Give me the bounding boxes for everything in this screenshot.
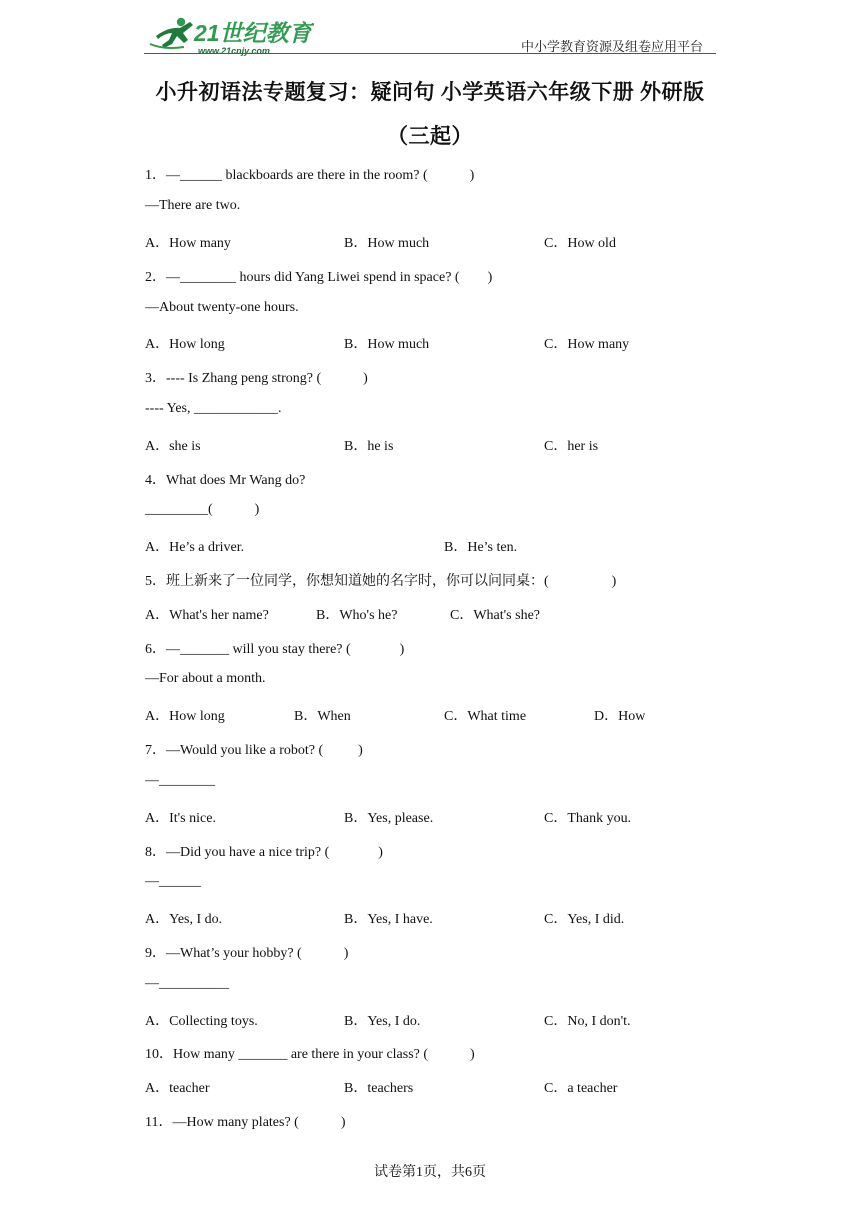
question-4-answer-line: _________( ) <box>145 502 260 517</box>
question-6-option-b[interactable]: B．When <box>294 709 351 724</box>
question-7-option-b[interactable]: B．Yes, please. <box>344 811 434 826</box>
question-1-answer-line: —There are two. <box>145 198 241 213</box>
question-6-stem: 6．—_______ will you stay there? ( ) <box>145 642 405 657</box>
platform-name: 中小学教育资源及组卷应用平台 <box>520 39 703 54</box>
question-10-option-c[interactable]: C．a teacher <box>544 1081 618 1096</box>
runner-head <box>177 18 185 26</box>
question-7-option-a[interactable]: A．It's nice. <box>145 811 216 826</box>
question-2-option-a[interactable]: A．How long <box>145 337 225 352</box>
question-3-answer-line: ---- Yes, ____________. <box>145 401 282 416</box>
question-4-option-b[interactable]: B．He’s ten. <box>444 540 518 555</box>
question-7-option-c[interactable]: C．Thank you. <box>544 811 632 826</box>
logo-url: www.21cnjy.com <box>198 46 270 56</box>
page-header <box>144 10 716 56</box>
question-8-stem: 8．—Did you have a nice trip? ( ) <box>145 845 383 860</box>
question-8-option-b[interactable]: B．Yes, I have. <box>344 912 433 927</box>
question-4-option-a[interactable]: A．He’s a driver. <box>145 540 245 555</box>
question-2-option-c[interactable]: C．How many <box>544 337 630 352</box>
question-4-stem: 4．What does Mr Wang do? <box>145 473 306 488</box>
question-10-stem: 10．How many _______ are there in your class? ( ) <box>145 1047 475 1062</box>
question-2-option-b[interactable]: B．How much <box>344 337 430 352</box>
page-number: 试卷第1页，共6页 <box>374 1165 486 1180</box>
question-8-answer-line: —______ <box>145 874 201 889</box>
logo <box>144 14 314 56</box>
question-8-option-c[interactable]: C．Yes, I did. <box>544 912 625 927</box>
question-1-option-b[interactable]: B．How much <box>344 236 430 251</box>
question-3-option-c[interactable]: C．her is <box>544 439 599 454</box>
question-6-option-a[interactable]: A．How long <box>145 709 225 724</box>
question-1-option-c[interactable]: C．How old <box>544 236 616 251</box>
question-9-option-b[interactable]: B．Yes, I do. <box>344 1014 421 1029</box>
logo-text: 21世纪教育 <box>194 20 312 46</box>
question-1-option-a[interactable]: A．How many <box>145 236 231 251</box>
question-6-option-c[interactable]: C．What time <box>444 709 527 724</box>
document-title: 小升初语法专题复习：疑问句 小学英语六年级下册 外研版 <box>155 80 705 104</box>
question-9-answer-line: —__________ <box>145 976 229 991</box>
question-6-answer-line: —For about a month. <box>145 671 266 686</box>
question-6-option-d[interactable]: D．How <box>594 709 646 724</box>
question-8-option-a[interactable]: A．Yes, I do. <box>145 912 223 927</box>
question-5-option-a[interactable]: A．What's her name? <box>145 608 269 623</box>
question-5-stem: 5．班上新来了一位同学，你想知道她的名字时，你可以问同桌：( ) <box>145 574 617 589</box>
question-7-stem: 7．—Would you like a robot? ( ) <box>145 743 363 758</box>
question-5-option-c[interactable]: C．What's she? <box>450 608 541 623</box>
question-9-stem: 9．—What’s your hobby? ( ) <box>145 946 349 961</box>
question-2-answer-line: —About twenty-one hours. <box>145 300 299 315</box>
question-7-answer-line: —________ <box>145 773 215 788</box>
question-10-option-a[interactable]: A．teacher <box>145 1081 210 1096</box>
question-5-option-b[interactable]: B．Who's he? <box>316 608 398 623</box>
question-3-stem: 3．---- Is Zhang peng strong? ( ) <box>145 371 368 386</box>
question-10-option-b[interactable]: B．teachers <box>344 1081 414 1096</box>
question-3-option-b[interactable]: B．he is <box>344 439 394 454</box>
question-2-stem: 2．—________ hours did Yang Liwei spend in space? ( ) <box>145 270 493 285</box>
question-1-stem: 1．—______ blackboards are there in the room? ( ) <box>145 168 475 183</box>
question-9-option-c[interactable]: C．No, I don't. <box>544 1014 631 1029</box>
document-title-line2: （三起） <box>387 124 473 148</box>
header-rule <box>144 53 716 54</box>
question-9-option-a[interactable]: A．Collecting toys. <box>145 1014 258 1029</box>
question-11-stem: 11．—How many plates? ( ) <box>145 1115 346 1130</box>
question-3-option-a[interactable]: A．she is <box>145 439 201 454</box>
